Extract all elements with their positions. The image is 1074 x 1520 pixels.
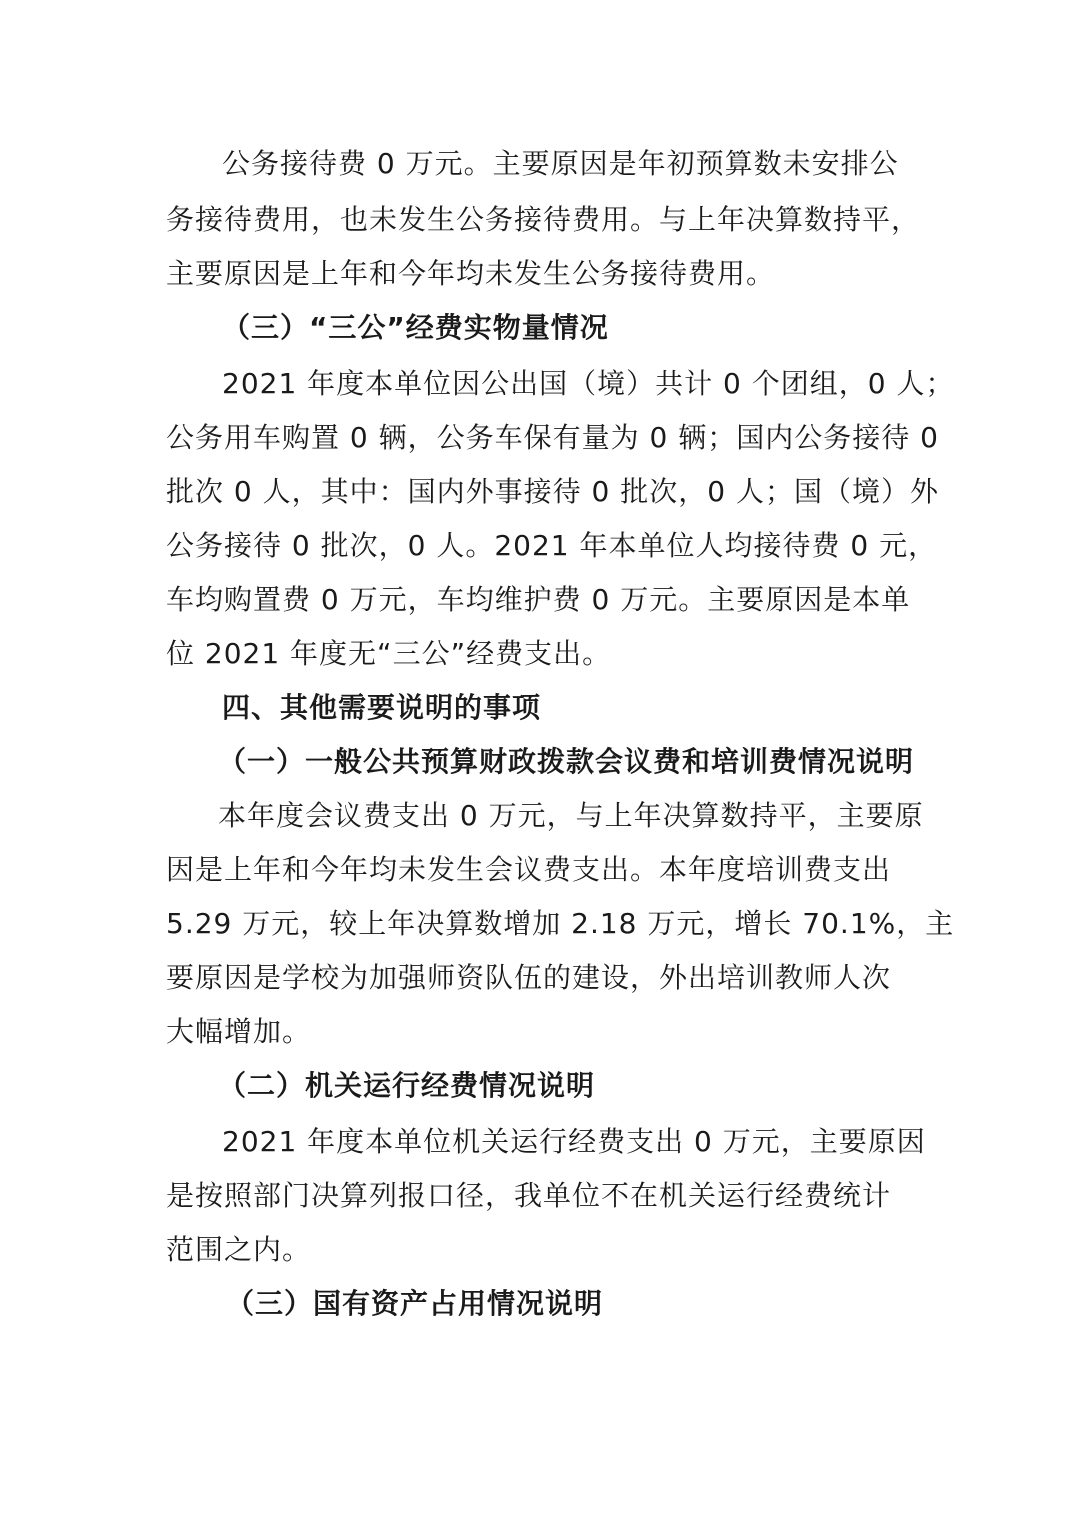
paragraph-meeting-line-5: 大幅增加。 [166,1015,312,1048]
paragraph-reception-line-1: 公务接待费 0 万元。主要原因是年初预算数未安排公 [222,147,899,180]
paragraph-operating-line-2: 是按照部门决算列报口径，我单位不在机关运行经费统计 [166,1179,892,1212]
paragraph-physical-line-2: 公务用车购置 0 辆，公务车保有量为 0 辆；国内公务接待 0 [166,421,939,454]
paragraph-physical-line-5: 车均购置费 0 万元，车均维护费 0 万元。主要原因是本单 [166,583,911,616]
paragraph-meeting-line-3: 5.29 万元，较上年决算数增加 2.18 万元，增长 70.1%，主 [166,907,955,940]
paragraph-physical-line-6: 位 2021 年度无“三公”经费支出。 [166,637,612,670]
paragraph-meeting-line-4: 要原因是学校为加强师资队伍的建设，外出培训教师人次 [166,961,892,994]
paragraph-physical-line-4: 公务接待 0 批次，0 人。2021 年本单位人均接待费 0 元， [166,529,938,562]
paragraph-physical-line-3: 批次 0 人，其中：国内外事接待 0 批次，0 人；国（境）外 [166,475,939,508]
paragraph-meeting-line-1: 本年度会议费支出 0 万元，与上年决算数持平，主要原 [218,799,924,832]
paragraph-meeting-line-2: 因是上年和今年均未发生会议费支出。本年度培训费支出 [166,853,892,886]
paragraph-physical-line-1: 2021 年度本单位因公出国（境）共计 0 个团组，0 人； [222,367,955,400]
section-heading-operating-expenses: （二）机关运行经费情况说明 [218,1069,596,1102]
section-heading-state-assets: （三）国有资产占用情况说明 [226,1287,604,1320]
paragraph-operating-line-3: 范围之内。 [166,1233,312,1266]
section-heading-three-public: （三）“三公”经费实物量情况 [222,311,609,344]
section-heading-meeting-training: （一）一般公共预算财政拨款会议费和培训费情况说明 [218,745,915,778]
paragraph-reception-line-3: 主要原因是上年和今年均未发生公务接待费用。 [166,257,776,290]
paragraph-reception-line-2: 务接待费用，也未发生公务接待费用。与上年决算数持平， [166,203,921,236]
section-heading-other-matters: 四、其他需要说明的事项 [222,691,542,724]
paragraph-operating-line-1: 2021 年度本单位机关运行经费支出 0 万元，主要原因 [222,1125,926,1158]
